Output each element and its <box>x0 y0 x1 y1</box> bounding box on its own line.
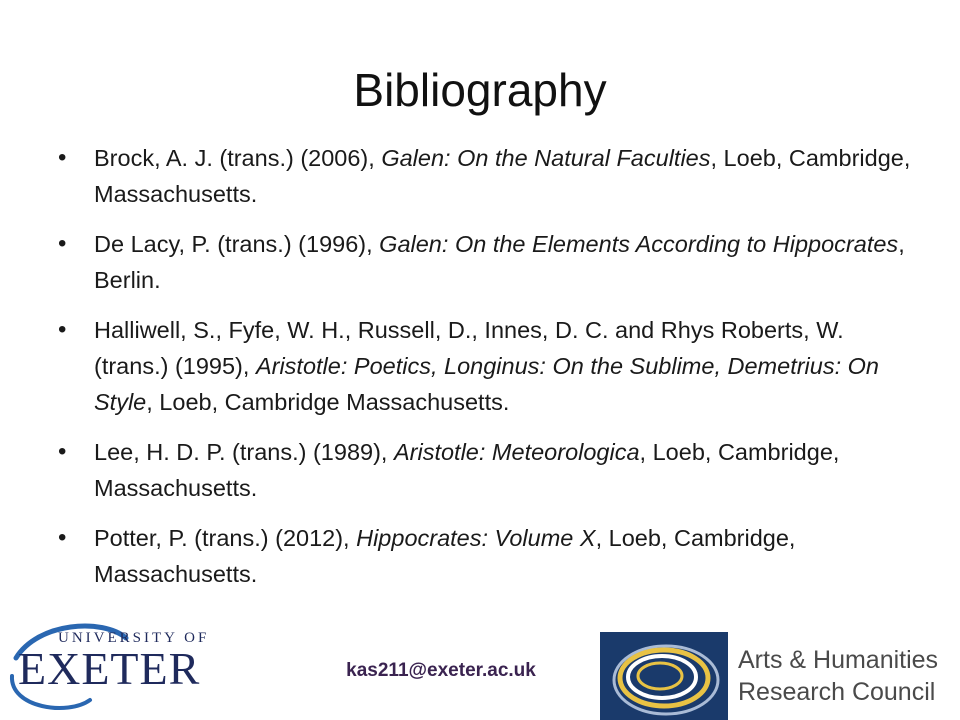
slide-footer <box>0 618 960 720</box>
reference-publisher: , Berlin. <box>94 231 905 293</box>
ahrc-line1: Arts & Humanities <box>738 646 939 674</box>
reference-work-title: Galen: On the Natural Faculties <box>381 145 711 171</box>
reference-authors: De Lacy, P. (trans.) (1996), <box>94 231 380 257</box>
reference-work-title: Aristotle: Meteorologica <box>393 439 640 465</box>
ahrc-rings <box>600 632 728 720</box>
reference-publisher: , Loeb, Cambridge, Massachusetts. <box>94 145 911 207</box>
ahrc-wordmark <box>738 644 958 708</box>
reference-authors: Potter, P. (trans.) (2012), <box>94 525 357 551</box>
exeter-logo-graphic <box>8 618 223 718</box>
reference-authors: Halliwell, S., Fyfe, W. H., Russell, D., Innes, D. C. and Rhys Roberts, W. (trans.) (1995), <box>94 317 844 379</box>
reference-authors: Lee, H. D. P. (trans.) (1989), <box>94 439 394 465</box>
contact-email: kas211@exeter.ac.uk <box>346 660 536 681</box>
exeter-logo-line2: EXETER <box>18 643 201 694</box>
exeter-logo-line1: UNIVERSITY OF <box>58 630 210 646</box>
reference-publisher: , Loeb, Cambridge, Massachusetts. <box>94 525 796 587</box>
reference-authors: Brock, A. J. (trans.) (2006), <box>94 145 382 171</box>
bibliography-list <box>56 140 916 606</box>
ahrc-ring-inner <box>638 663 682 689</box>
reference-work-title: Aristotle: Poetics, Longinus: On the Sublime, Demetrius: On Style <box>94 353 879 415</box>
ahrc-mark-icon <box>600 632 728 720</box>
reference-item <box>56 140 916 212</box>
reference-item <box>56 312 916 420</box>
slide-title: Bibliography <box>353 64 607 116</box>
reference-item <box>56 520 916 592</box>
ahrc-line2: Research Council <box>738 678 936 706</box>
reference-item <box>56 434 916 506</box>
reference-work-title: Galen: On the Elements According to Hippocrates <box>379 231 899 257</box>
reference-work-title: Hippocrates: Volume X <box>356 525 596 551</box>
university-of-exeter-logo <box>8 618 223 718</box>
reference-publisher: , Loeb, Cambridge Massachusetts. <box>146 389 510 415</box>
reference-item <box>56 226 916 298</box>
ahrc-logo <box>600 632 960 720</box>
reference-publisher: , Loeb, Cambridge, Massachusetts. <box>94 439 840 501</box>
